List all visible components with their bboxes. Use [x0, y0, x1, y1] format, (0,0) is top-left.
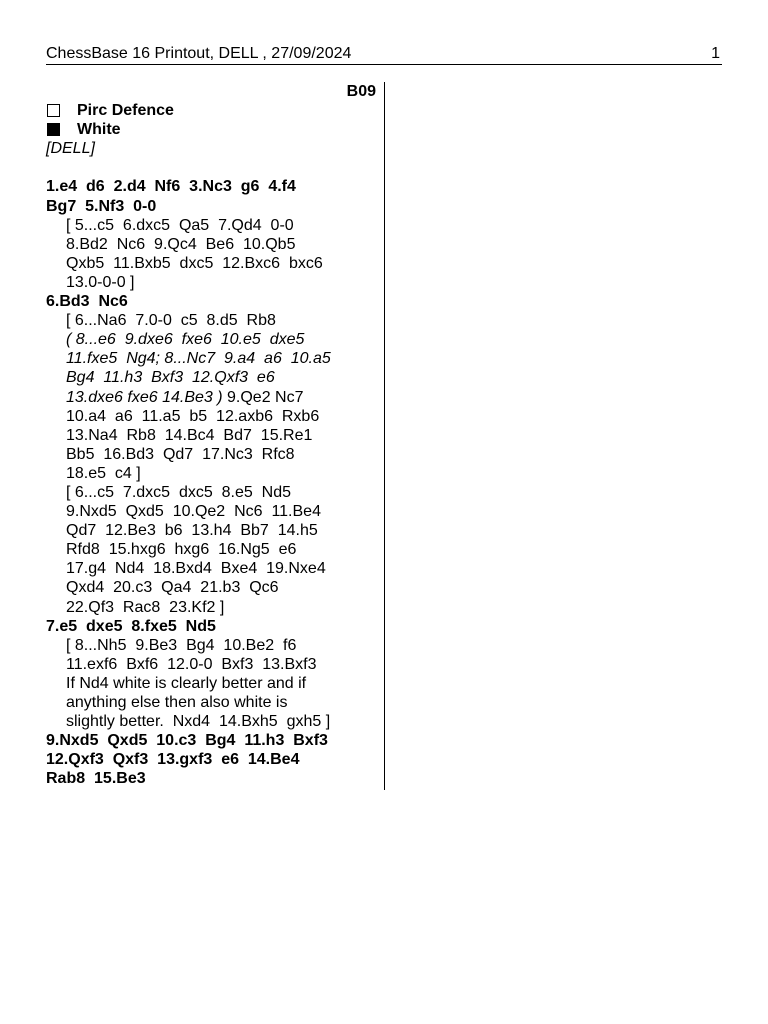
move-line	[46, 388, 376, 407]
variation-text: 9.Nxd5 Qxd5 10.Qe2 Nc6 11.Be4	[66, 503, 321, 521]
variation-text: Rfd8 15.hxg6 hxg6 16.Ng5 e6	[66, 541, 297, 559]
white-square-icon	[47, 104, 60, 117]
subvariation-text: 13.dxe6 fxe6 14.Be3 )	[66, 388, 223, 406]
variation-text: 22.Qf3 Rac8 23.Kf2 ]	[66, 598, 225, 616]
white-player-row	[46, 101, 376, 120]
mainline-moves: Bg7 5.Nf3 0-0	[46, 197, 157, 215]
black-player-name: White	[77, 121, 121, 139]
variation-text: [ 5...c5 6.dxc5 Qa5 7.Qd4 0-0	[66, 216, 294, 234]
variation-text: 10.a4 a6 11.a5 b5 12.axb6 Rxb6	[66, 407, 320, 425]
variation-text: Qxd4 20.c3 Qa4 21.b3 Qc6	[66, 579, 279, 597]
variation-text: slightly better. Nxd4 14.Bxh5 gxh5 ]	[66, 713, 331, 731]
mainline-moves: 7.e5 dxe5 8.fxe5 Nd5	[46, 617, 216, 635]
variation-text: [ 6...c5 7.dxc5 dxc5 8.e5 Nd5	[66, 483, 292, 501]
mainline-moves: 12.Qxf3 Qxf3 13.gxf3 e6 14.Be4	[46, 751, 300, 769]
variation-text: 18.e5 c4 ]	[66, 464, 141, 482]
black-square-icon	[47, 123, 60, 136]
mainline-moves: 6.Bd3 Nc6	[46, 293, 128, 311]
variation-text: 9.Qe2 Nc7	[222, 388, 304, 406]
variation-text: Qxb5 11.Bxb5 dxc5 12.Bxc6 bxc6	[66, 254, 323, 272]
move-list	[46, 177, 376, 788]
variation-text: Qd7 12.Be3 b6 13.h4 Bb7 14.h5	[66, 522, 318, 540]
variation-text: [ 8...Nh5 9.Be3 Bg4 10.Be2 f6	[66, 636, 297, 654]
eco-code: B09	[346, 83, 376, 100]
variation-text: Bb5 16.Bd3 Qd7 17.Nc3 Rfc8	[66, 445, 295, 463]
spacer	[46, 158, 376, 177]
variation-text: 13.Na4 Rb8 14.Bc4 Bd7 15.Re1	[66, 426, 313, 444]
mainline-moves: 1.e4 d6 2.d4 Nf6 3.Nc3 g6 4.f4	[46, 178, 296, 196]
printout-header	[46, 44, 722, 65]
variation-text: If Nd4 white is clearly better and if	[66, 674, 307, 692]
column-divider	[384, 82, 385, 790]
page-number: 1	[711, 45, 720, 62]
header-title: ChessBase 16 Printout, DELL , 27/09/2024	[46, 45, 352, 62]
variation-text: 13.0-0-0 ]	[66, 273, 135, 291]
event-name: [DELL]	[46, 140, 95, 158]
variation-text: 8.Bd2 Nc6 9.Qc4 Be6 10.Qb5	[66, 235, 296, 253]
subvariation-text: ( 8...e6 9.dxe6 fxe6 10.e5 dxe5	[66, 331, 305, 349]
variation-text: 17.g4 Nd4 18.Bxd4 Bxe4 19.Nxe4	[66, 560, 326, 578]
white-player-name: Pirc Defence	[77, 102, 174, 120]
subvariation-text: 11.fxe5 Ng4; 8...Nc7 9.a4 a6 10.a5	[66, 350, 331, 368]
mainline-moves: Rab8 15.Be3	[46, 770, 146, 788]
mainline-moves: 9.Nxd5 Qxd5 10.c3 Bg4 11.h3 Bxf3	[46, 732, 328, 750]
black-player-row	[46, 120, 376, 139]
subvariation-text: Bg4 11.h3 Bxf3 12.Qxf3 e6	[66, 369, 275, 387]
variation-text: anything else then also white is	[66, 694, 288, 711]
variation-text: 11.exf6 Bxf6 12.0-0 Bxf3 13.Bxf3	[66, 655, 317, 673]
variation-text: [ 6...Na6 7.0-0 c5 8.d5 Rb8	[66, 312, 276, 330]
game-column	[46, 82, 376, 788]
